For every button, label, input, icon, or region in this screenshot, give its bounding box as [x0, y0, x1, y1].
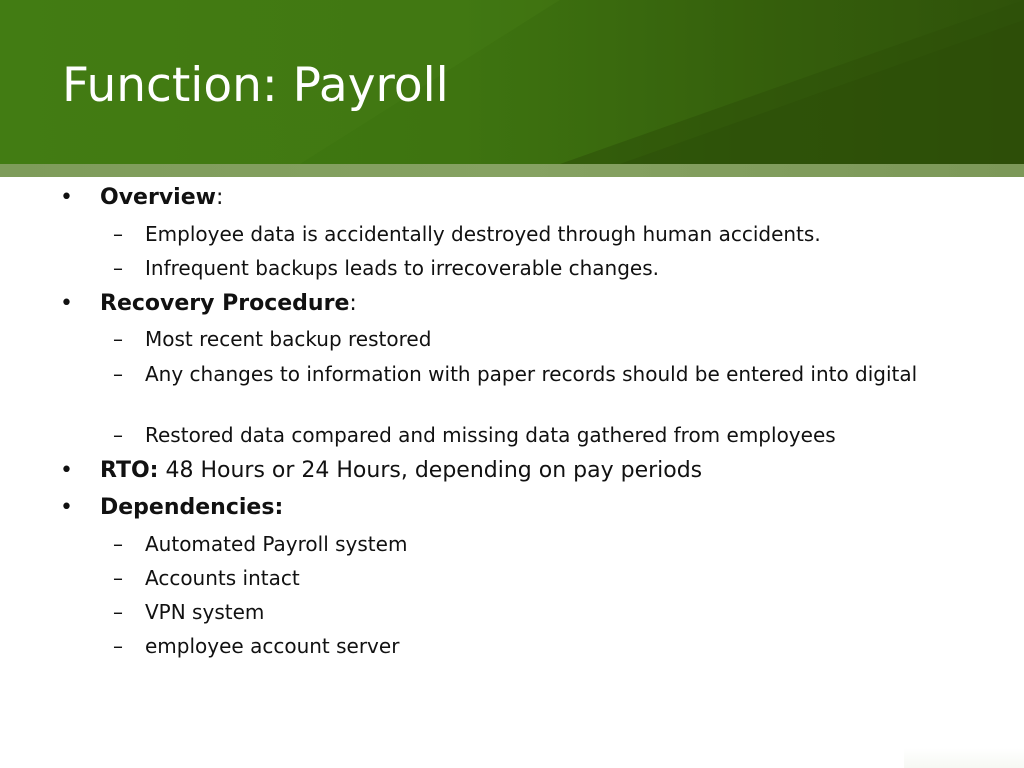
bullet-marker: •: [60, 458, 73, 483]
overview-suffix: :: [215, 185, 224, 210]
dependency-item: [113, 600, 265, 625]
bullet-rto: [60, 458, 703, 484]
dependencies-label: Dependencies:: [100, 495, 284, 520]
recovery-suffix: :: [349, 291, 357, 316]
dash-marker: –: [113, 566, 123, 590]
bullet-recovery-procedure: [60, 291, 357, 317]
bullet-dependencies: [60, 495, 284, 521]
dependency-item: [113, 566, 300, 591]
recovery-label: Recovery Procedure: [100, 291, 350, 316]
bullet-marker: •: [60, 495, 73, 520]
bullet-marker: •: [60, 291, 73, 316]
slide-title: Function: Payroll: [62, 58, 449, 113]
corner-decoration: [904, 748, 1024, 768]
recovery-item: [113, 327, 432, 352]
recovery-item: [113, 361, 965, 387]
recovery-item-text: Restored data compared and missing data gathered from employees: [145, 423, 836, 447]
overview-item-text: Infrequent backups leads to irrecoverable changes.: [145, 256, 660, 280]
overview-item: [113, 256, 660, 281]
dash-marker: –: [113, 362, 123, 386]
dash-marker: –: [113, 600, 123, 624]
rto-label: RTO:: [100, 458, 159, 483]
recovery-item-text: Most recent backup restored: [145, 327, 432, 351]
dependency-item-text: Automated Payroll system: [145, 532, 408, 556]
bullet-marker: •: [60, 185, 73, 210]
overview-label: Overview: [100, 185, 216, 210]
recovery-item: [113, 423, 836, 448]
dash-marker: –: [113, 423, 123, 447]
dash-marker: –: [113, 222, 123, 246]
dependency-item: [113, 634, 400, 659]
recovery-item-text: Any changes to information with paper records should be entered into digital: [145, 362, 918, 386]
dependency-item-text: VPN system: [145, 600, 265, 624]
bullet-overview: [60, 185, 224, 211]
dependency-item-text: Accounts intact: [145, 566, 300, 590]
dash-marker: –: [113, 634, 123, 658]
dash-marker: –: [113, 256, 123, 280]
overview-item: [113, 222, 821, 247]
dash-marker: –: [113, 532, 123, 556]
dependency-item-text: employee account server: [145, 634, 400, 658]
dependency-item: [113, 532, 408, 557]
rto-text: 48 Hours or 24 Hours, depending on pay periods: [158, 458, 703, 483]
overview-item-text: Employee data is accidentally destroyed through human accidents.: [145, 222, 821, 246]
dash-marker: –: [113, 327, 123, 351]
